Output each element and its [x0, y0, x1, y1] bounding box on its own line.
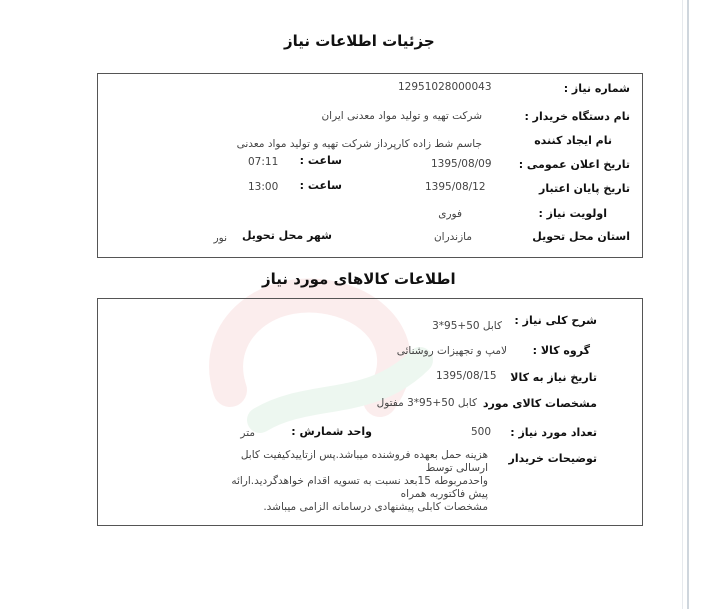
specs-value: کابل 50+95*3 مفتول	[376, 397, 477, 409]
need-date-label: تاریخ نیاز به کالا	[510, 371, 597, 384]
goods-group-value: لامپ و تجهیزات روشنائی	[396, 345, 507, 357]
buyer-notes-label: توضیحات خریدار	[508, 452, 597, 465]
province-value: مازندران	[433, 231, 472, 243]
need-date-value: 1395/08/15	[436, 370, 497, 382]
goods-group-label: گروه کالا :	[532, 344, 590, 357]
specs-label: مشخصات کالای مورد	[482, 397, 597, 410]
need-number-value: 12951028000043	[398, 81, 492, 93]
unit-value: متر	[240, 427, 255, 439]
province-label: استان محل تحویل	[532, 230, 630, 243]
announce-time-label: ساعت :	[299, 154, 342, 167]
summary-value: کابل 50+95*3	[432, 320, 502, 332]
quantity-label: تعداد مورد نیاز :	[510, 426, 597, 439]
priority-label: اولویت نیاز :	[538, 207, 607, 220]
validity-date-label: تاریخ پایان اعتبار	[539, 182, 630, 195]
buyer-notes-line: مشخصات کابلی پیشنهادی درسامانه الزامی میباشد.	[263, 501, 488, 513]
city-label: شهر محل تحویل	[241, 229, 332, 242]
validity-time-label: ساعت :	[299, 179, 342, 192]
validity-date-value: 1395/08/12	[425, 181, 486, 193]
buyer-notes-line: هزینه حمل بعهده فروشنده میباشد.پس ازتاییدکیفیت کابل ارسالی توسط	[240, 449, 488, 474]
section-title-need-details: جزئیات اطلاعات نیاز	[284, 32, 435, 50]
unit-label: واحد شمارش :	[291, 425, 372, 438]
announce-date-value: 1395/08/09	[431, 158, 492, 170]
buyer-value: شرکت تهیه و تولید مواد معدنی ایران	[321, 110, 482, 122]
announce-time-value: 07:11	[248, 156, 279, 168]
summary-label: شرح کلی نیاز :	[514, 314, 597, 327]
city-value: نور	[213, 232, 227, 244]
buyer-label: نام دستگاه خریدار :	[524, 110, 630, 123]
need-details-box	[97, 73, 643, 258]
buyer-notes-text	[228, 449, 488, 514]
page-edge-inner	[682, 0, 683, 609]
goods-info-box	[97, 298, 643, 526]
need-number-label: شماره نیاز :	[563, 82, 630, 95]
section-title-goods-info: اطلاعات کالاهای مورد نیاز	[262, 270, 456, 288]
priority-value: فوری	[438, 208, 462, 220]
quantity-value: 500	[471, 426, 492, 438]
announce-date-label: تاریخ اعلان عمومی :	[518, 158, 630, 171]
page-edge	[687, 0, 689, 609]
buyer-notes-line: واحدمربوطه 15بعد نسبت به تسویه اقدام خواهدگردید.ارائه پیش فاکتوربه همراه	[231, 475, 488, 500]
creator-label: نام ایجاد کننده	[534, 134, 612, 147]
validity-time-value: 13:00	[248, 181, 279, 193]
creator-value: جاسم شط زاده کارپرداز شرکت تهیه و تولید مواد معدنی	[236, 138, 482, 150]
